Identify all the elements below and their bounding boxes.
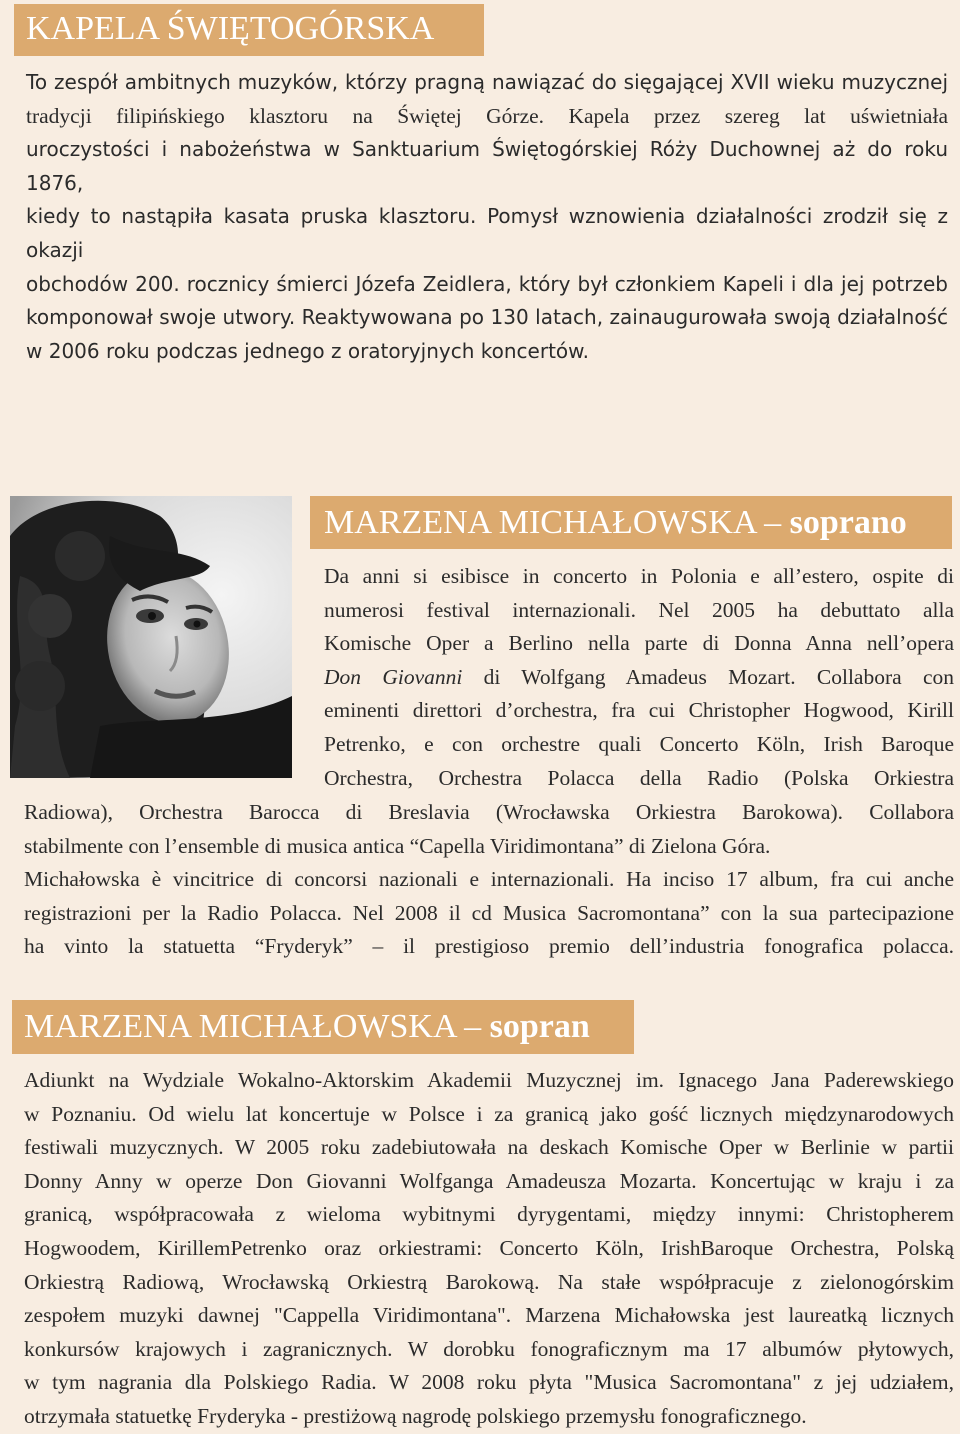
kapela-description [26, 66, 948, 368]
opera-title: Don Giovanni [324, 664, 463, 689]
heading-voice: soprano [789, 504, 907, 541]
text-line: konkursów krajowych i zagranicznych. W dorobku fonograficznym ma 17 albumów płytowych, [24, 1336, 954, 1361]
heading-name: MARZENA MICHAŁOWSKA – [24, 1008, 490, 1045]
section-heading-kapela [14, 4, 484, 56]
text-line: Hogwoodem, KirillemPetrenko oraz orkiestrami: Concerto Köln, IrishBaroque Orchestra, Polską [24, 1235, 954, 1260]
text-line: registrazioni per la Radio Polacca. Nel 2008 il cd Musica Sacromontana” con la sua partecipazione [24, 900, 954, 925]
heading-voice: sopran [489, 1008, 590, 1045]
text-line: kiedy to nastąpiła kasata pruska klasztoru. Pomysł wznowienia działalności zrodził się z okazji [26, 204, 948, 262]
opera-rest: di Wolfgang Amadeus Mozart. Collabora con [462, 664, 954, 689]
text-line: festiwali muzycznych. W 2005 roku zadebiutowała na deskach Komische Oper w Berlinie w partii [24, 1135, 954, 1160]
text-line: eminenti direttori d’orchestra, fra cui Christopher Hogwood, Kirill [324, 698, 954, 723]
text-line: zespołem muzyki dawnej "Cappella Viridimontana". Marzena Michałowska jest laureatką licznych [24, 1303, 954, 1328]
text-line: Komische Oper a Berlino nella parte di Donna Anna nell’opera [324, 631, 954, 656]
text-line: Petrenko, e con orchestre quali Concerto Köln, Irish Baroque [324, 731, 954, 756]
text-line: numerosi festival internazionali. Nel 2005 ha debuttato alla [324, 597, 954, 622]
portrait-image [10, 496, 292, 778]
section-heading-text: KAPELA ŚWIĘTOGÓRSKA [26, 10, 435, 47]
text-line: Orkiestrą Radiową, Wrocławską Orkiestrą Barokową. Na stałe współpracuje z zielonogórskim [24, 1269, 954, 1294]
text-line: Radiowa), Orchestra Barocca di Breslavia (Wrocławska Orkiestra Barokowa). Collabora [24, 800, 954, 824]
text-line: w 2006 roku podczas jednego z oratoryjnych koncertów. [26, 338, 590, 363]
text-line: Adiunkt na Wydziale Wokalno-Aktorskim Akademii Muzycznej im. Ignacego Jana Paderewskiego [24, 1068, 954, 1092]
text-line: stabilmente con l’ensemble di musica antica “Capella Viridimontana” di Zielona Góra. [24, 833, 771, 858]
bio-italian-top [324, 560, 954, 795]
text-line: komponował swoje utwory. Reaktywowana po 130 latach, zainaugurowała swoją działalność [26, 305, 948, 330]
text-line: w Poznaniu. Od wielu lat koncertuje w Polsce i za granicą jako gość licznych międzynarodowych [24, 1101, 954, 1126]
text-line: w tym nagrania dla Polskiego Radia. W 2008 roku płyta "Musica Sacromontana" z jej udziałem, [24, 1370, 954, 1395]
text-line: granicą, współpracowała z wieloma wybitnymi dyrygentami, między innymi: Christopherem [24, 1202, 954, 1227]
section-heading-soprano-pl [12, 1000, 634, 1054]
bio-italian-bottom [24, 796, 954, 964]
text-line: Michałowska è vincitrice di concorsi nazionali e internazionali. Ha inciso 17 album, fra cui anche [24, 867, 954, 892]
text-line [324, 661, 954, 695]
text-line: Orchestra, Orchestra Polacca della Radio (Polska Orkiestra [324, 765, 954, 790]
text-line: obchodów 200. rocznicy śmierci Józefa Zeidlera, który był członkiem Kapeli i dla jej potrzeb [26, 271, 948, 296]
text-line: tradycji filipińskiego klasztoru na Świętej Górze. Kapela przez szereg lat uświetniała [26, 103, 948, 128]
text-line: uroczystości i nabożeństwa w Sanktuarium Świętogórskiej Róży Duchownej aż do roku 1876, [26, 137, 948, 195]
text-line: To zespół ambitnych muzyków, którzy pragną nawiązać do sięgającej XVII wieku muzycznej [26, 70, 948, 94]
portrait-photo [10, 496, 292, 778]
bio-polish [24, 1064, 954, 1434]
text-line: Da anni si esibisce in concerto in Polonia e all’estero, ospite di [324, 564, 954, 588]
text-line: Donny Anny w operze Don Giovanni Wolfganga Amadeusza Mozarta. Koncertując w kraju i za [24, 1168, 954, 1193]
section-heading-soprano-it [310, 496, 952, 549]
text-line: ha vinto la statuetta “Fryderyk” – il prestigioso premio dell’industria fonografica polacca. [24, 934, 954, 959]
text-line: otrzymała statuetkę Fryderyka - prestiżową nagrodę polskiego przemysłu fonograficznego. [24, 1403, 807, 1428]
heading-name: MARZENA MICHAŁOWSKA – [324, 504, 790, 541]
